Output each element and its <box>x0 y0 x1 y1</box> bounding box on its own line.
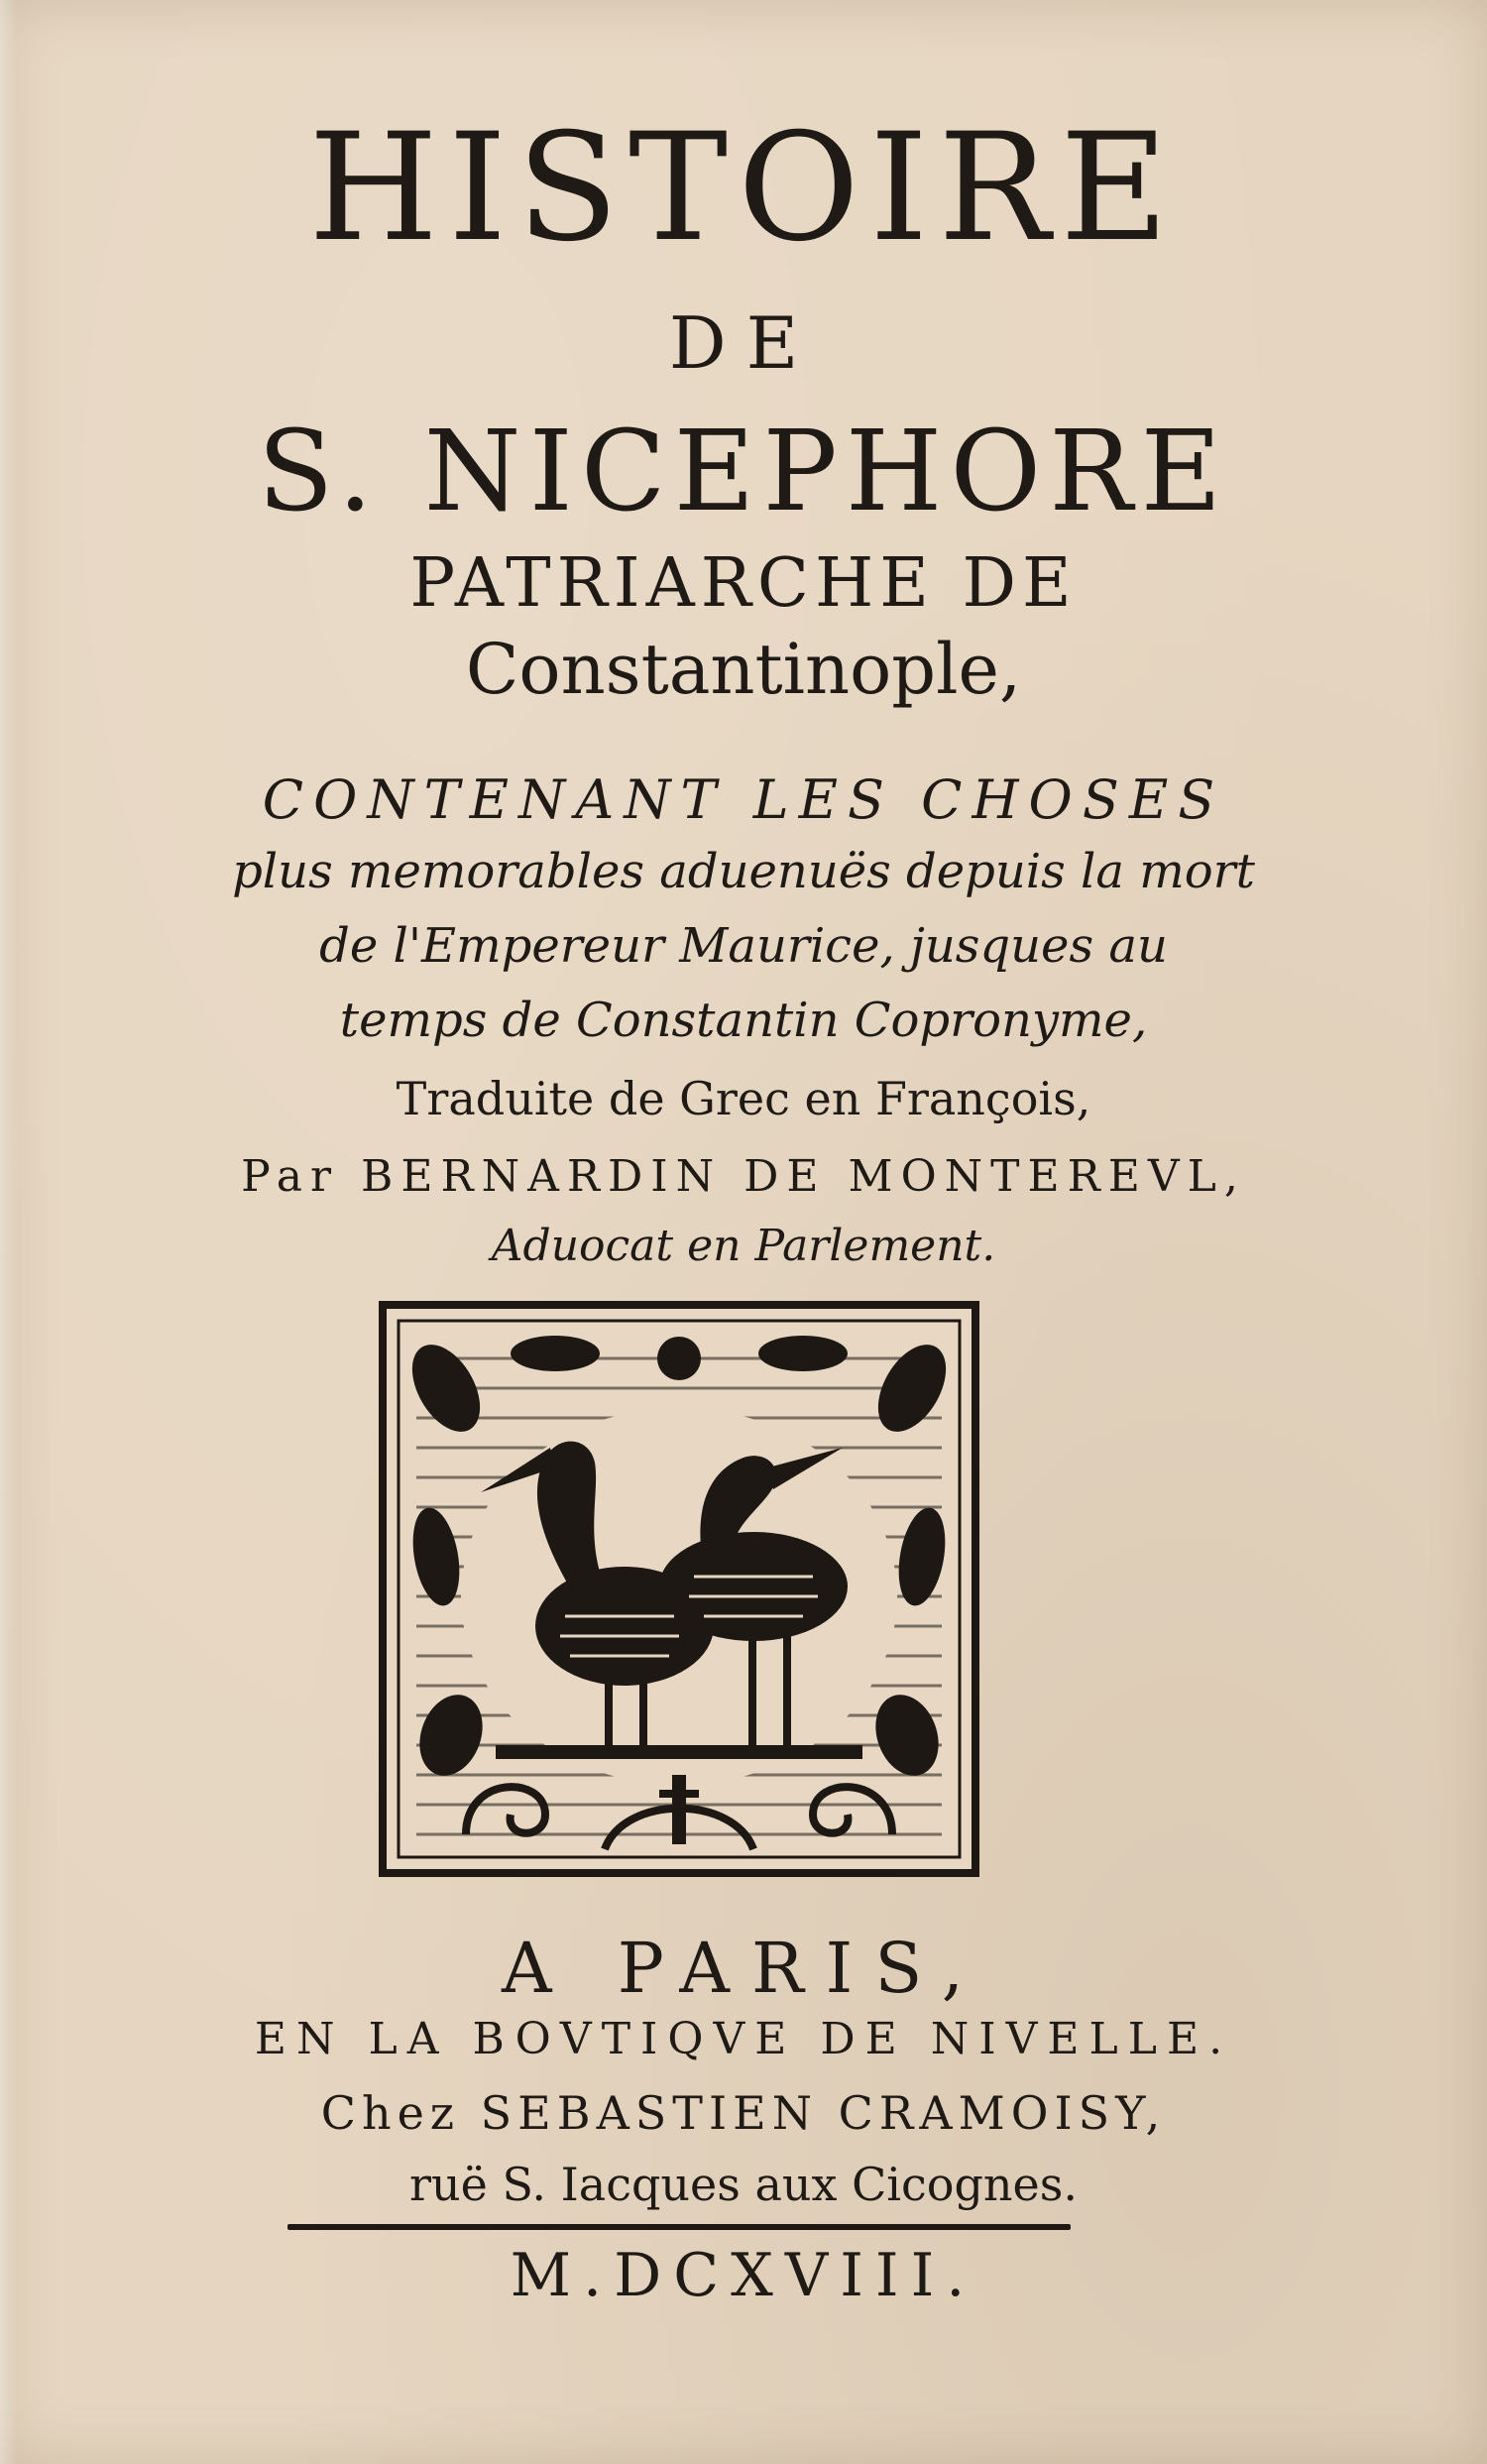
imprint-address: ruë S. Iacques aux Cicognes. <box>409 2158 1078 2211</box>
printers-device-icon <box>377 1299 981 1879</box>
subtitle-contenant: CONTENANT LES CHOSES <box>262 768 1225 831</box>
title-nicephore: S. NICEPHORE <box>257 408 1230 536</box>
imprint-shop: EN LA BOVTIQVE DE NIVELLE. <box>254 2014 1233 2064</box>
imprint-city: A PARIS, <box>501 1928 986 2009</box>
imprint-printer: Chez SEBASTIEN CRAMOISY, <box>320 2086 1167 2140</box>
imprint-date: M.DCXVIII. <box>510 2241 977 2310</box>
translator-name: Par BERNARDIN DE MONTEREVL, <box>241 1151 1246 1202</box>
subtitle-copronyme: temps de Constantin Copronyme, <box>339 993 1148 1048</box>
subtitle-memorables: plus memorables aduenuës depuis la mort <box>232 844 1255 899</box>
title-patriarche: PATRIARCHE DE <box>409 544 1078 623</box>
title-de: DE <box>668 301 819 385</box>
translation-note: Traduite de Grec en François, <box>396 1072 1091 1125</box>
title-histoire: HISTOIRE <box>308 102 1179 275</box>
subtitle-empereur: de l'Empereur Maurice, jusques au <box>319 918 1168 974</box>
translator-title: Aduocat en Parlement. <box>491 1221 996 1271</box>
divider-rule <box>287 2224 1071 2230</box>
title-constantinople: Constantinople, <box>465 629 1022 710</box>
